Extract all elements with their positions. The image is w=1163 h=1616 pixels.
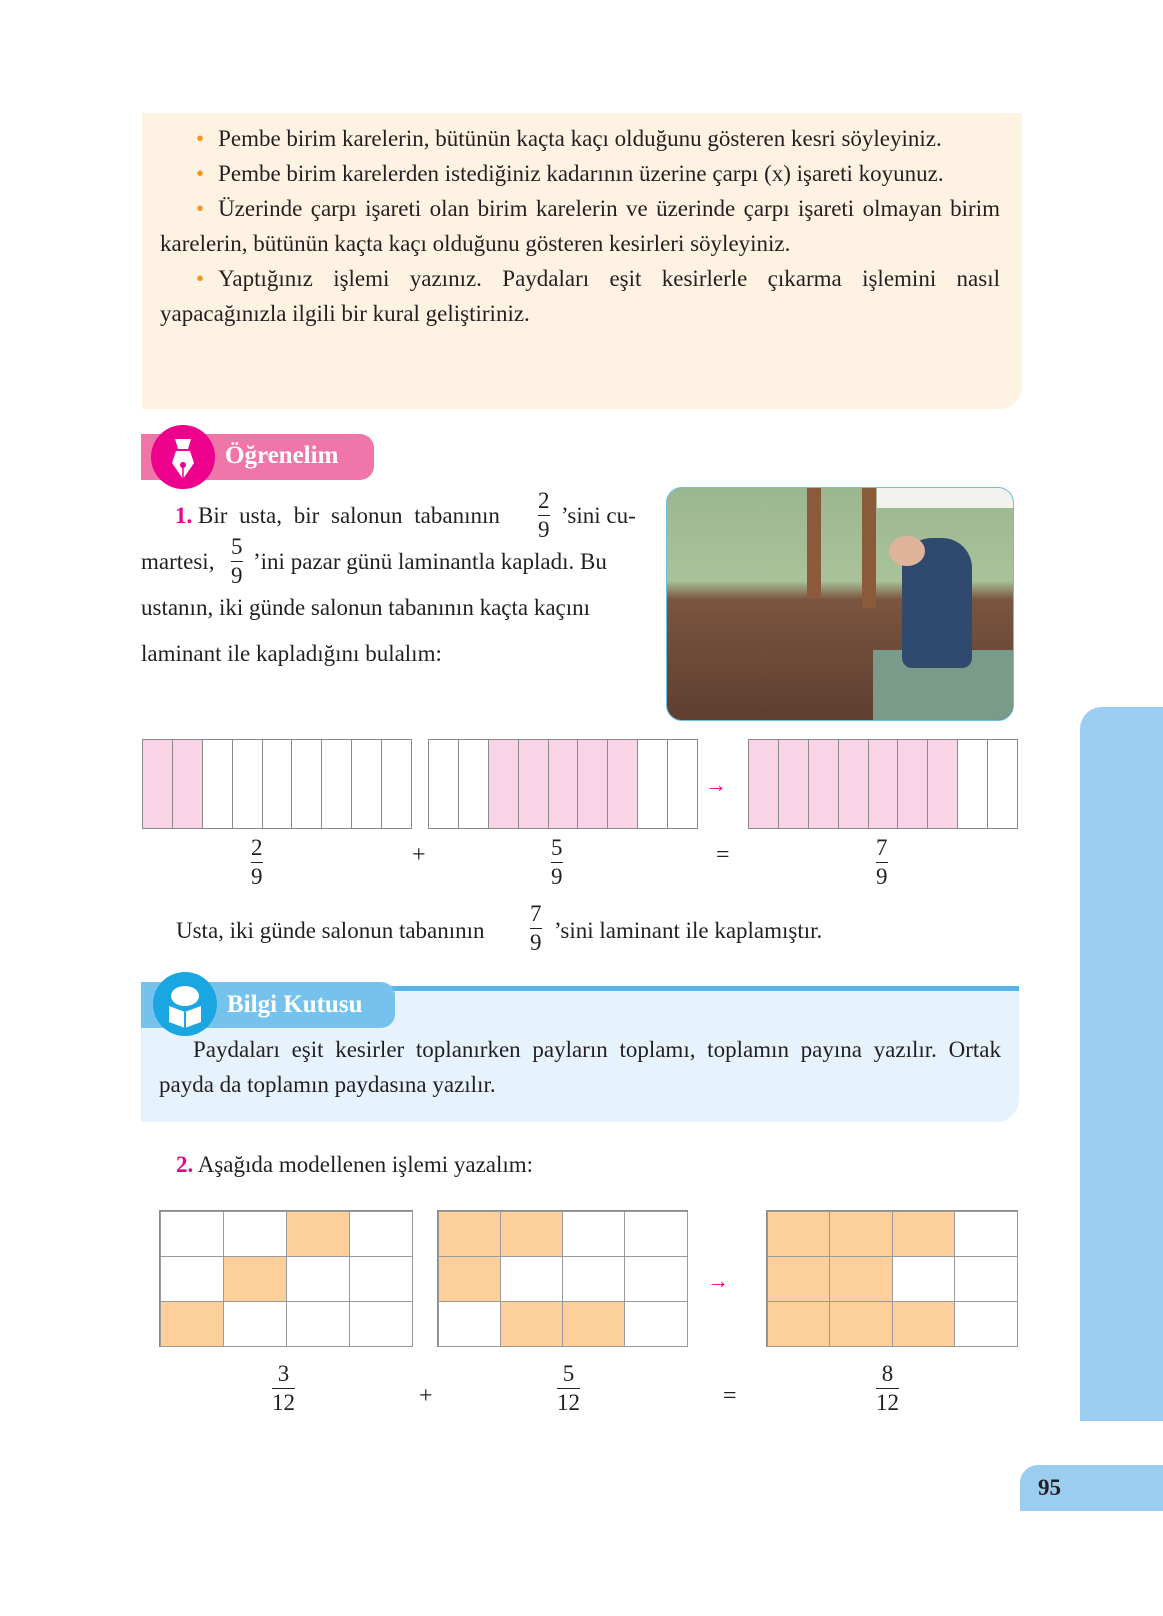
unit-cell bbox=[562, 1301, 625, 1347]
activity-bullet: • Pembe birim karelerin, bütünün kaçta kaçı olduğunu gösteren kesri söyleyiniz. bbox=[160, 121, 1000, 156]
unit-cell bbox=[608, 740, 638, 828]
info-title: Bilgi Kutusu bbox=[227, 991, 363, 1018]
unit-cell bbox=[839, 740, 869, 828]
page-number-tab bbox=[1020, 1465, 1163, 1511]
unit-cell bbox=[767, 1256, 831, 1302]
unit-cell bbox=[233, 740, 263, 828]
unit-cell bbox=[438, 1256, 501, 1302]
equals-sign: = bbox=[716, 842, 730, 868]
unit-cell bbox=[549, 740, 579, 828]
unit-cell bbox=[286, 1256, 350, 1302]
numerator: 5 bbox=[562, 1361, 575, 1386]
unit-cell bbox=[928, 740, 958, 828]
fraction-grid bbox=[766, 1210, 1018, 1347]
problem-number: 2. bbox=[176, 1152, 194, 1177]
unit-cell bbox=[429, 740, 459, 828]
unit-cell bbox=[892, 1211, 956, 1257]
unit-cell bbox=[223, 1256, 287, 1302]
conclusion-text: Usta, iki günde salonun tabanının bbox=[176, 918, 485, 943]
unit-cell bbox=[578, 740, 608, 828]
unit-cell bbox=[668, 740, 697, 828]
unit-cell bbox=[519, 740, 549, 828]
unit-cell bbox=[489, 740, 519, 828]
fraction bbox=[530, 900, 542, 957]
brain-box-icon bbox=[153, 972, 217, 1036]
unit-cell bbox=[173, 740, 203, 828]
problem-2 bbox=[176, 1152, 533, 1178]
fraction-strip bbox=[428, 739, 698, 829]
unit-cell bbox=[160, 1211, 224, 1257]
info-text: Paydaları eşit kesirler toplanırken payların toplamı, toplamın payına yazılır. Ortak payda da toplamın paydasına yazılır. bbox=[159, 1037, 1001, 1097]
numerator: 7 bbox=[876, 835, 888, 860]
problem-number: 1. bbox=[175, 503, 193, 528]
unit-cell bbox=[954, 1211, 1018, 1257]
unit-cell bbox=[349, 1301, 413, 1347]
unit-cell bbox=[349, 1211, 413, 1257]
learn-title: Öğrenelim bbox=[225, 442, 339, 469]
denominator: 9 bbox=[551, 864, 563, 889]
problem-text: ’ini pazar günü laminantla kapladı. Bu bbox=[253, 549, 607, 574]
plus-sign: + bbox=[412, 842, 426, 868]
unit-cell bbox=[500, 1256, 563, 1302]
unit-cell bbox=[349, 1256, 413, 1302]
fraction bbox=[538, 487, 550, 544]
unit-cell bbox=[286, 1301, 350, 1347]
denominator: 9 bbox=[251, 864, 263, 889]
unit-cell bbox=[988, 740, 1017, 828]
fraction bbox=[876, 1360, 899, 1417]
numerator: 2 bbox=[251, 835, 263, 860]
numerator: 5 bbox=[231, 534, 243, 559]
numerator: 7 bbox=[530, 901, 542, 926]
denominator: 9 bbox=[231, 563, 243, 588]
unit-cell bbox=[869, 740, 899, 828]
denominator: 9 bbox=[530, 930, 542, 955]
unit-cell bbox=[160, 1256, 224, 1302]
pen-nib-icon bbox=[151, 425, 215, 489]
fraction-grid bbox=[159, 1210, 413, 1347]
denominator: 12 bbox=[272, 1390, 295, 1415]
unit-cell bbox=[624, 1301, 687, 1347]
problem-text: laminant ile kapladığını bulalım: bbox=[141, 641, 442, 666]
unit-cell bbox=[624, 1211, 687, 1257]
unit-cell bbox=[500, 1301, 563, 1347]
unit-cell bbox=[382, 740, 411, 828]
problem-text: ustanın, iki günde salonun tabanının kaçta kaçını bbox=[141, 595, 591, 620]
numerator: 8 bbox=[881, 1361, 894, 1386]
unit-cell bbox=[829, 1256, 893, 1302]
fraction-strip bbox=[142, 739, 412, 829]
unit-cell bbox=[143, 740, 173, 828]
fraction bbox=[231, 533, 243, 590]
unit-cell bbox=[749, 740, 779, 828]
unit-cell bbox=[263, 740, 293, 828]
unit-cell bbox=[223, 1211, 287, 1257]
numerator: 3 bbox=[277, 1361, 290, 1386]
activity-bullet: • Pembe birim karelerden istediğiniz kadarının üzerine çarpı (x) işareti koyunuz. bbox=[160, 156, 1000, 191]
fraction bbox=[251, 834, 263, 891]
fraction bbox=[272, 1360, 295, 1417]
unit-cell bbox=[892, 1301, 956, 1347]
unit-cell bbox=[898, 740, 928, 828]
unit-cell bbox=[292, 740, 322, 828]
unit-cell bbox=[160, 1301, 224, 1347]
unit-cell bbox=[459, 740, 489, 828]
unit-cell bbox=[954, 1301, 1018, 1347]
problem-1 bbox=[141, 488, 651, 677]
unit-cell bbox=[638, 740, 668, 828]
unit-cell bbox=[767, 1211, 831, 1257]
unit-cell bbox=[954, 1256, 1018, 1302]
unit-cell bbox=[322, 740, 352, 828]
arrow-icon: → bbox=[707, 1268, 729, 1293]
fraction bbox=[876, 834, 888, 891]
plus-sign: + bbox=[419, 1383, 433, 1409]
unit-cell bbox=[779, 740, 809, 828]
unit-cell bbox=[223, 1301, 287, 1347]
unit-cell bbox=[352, 740, 382, 828]
unit-cell bbox=[958, 740, 988, 828]
unit-cell bbox=[562, 1256, 625, 1302]
unit-cell bbox=[892, 1256, 956, 1302]
unit-cell bbox=[438, 1301, 501, 1347]
problem-text: ’sini cu- bbox=[561, 503, 636, 528]
problem-text: martesi, bbox=[141, 549, 215, 574]
unit-cell bbox=[829, 1211, 893, 1257]
page-number: 95 bbox=[1038, 1475, 1061, 1500]
conclusion bbox=[176, 901, 823, 955]
equals-sign: = bbox=[723, 1383, 737, 1409]
numerator: 5 bbox=[551, 835, 563, 860]
conclusion-text: ’sini laminant ile kaplamıştır. bbox=[554, 918, 823, 943]
denominator: 9 bbox=[538, 517, 550, 542]
denominator: 12 bbox=[557, 1390, 580, 1415]
side-tab bbox=[1080, 707, 1163, 1421]
unit-cell bbox=[829, 1301, 893, 1347]
unit-cell bbox=[562, 1211, 625, 1257]
fraction-grid bbox=[437, 1210, 688, 1347]
unit-cell bbox=[809, 740, 839, 828]
arrow-icon: → bbox=[705, 772, 727, 797]
activity-bullet: • Üzerinde çarpı işareti olan birim karelerin ve üzerinde çarpı işareti olmayan birim karelerin, bütünün kaçta kaçı olduğunu gösteren kesirleri söyleyiniz. bbox=[160, 191, 1000, 261]
worker-laying-floor-photo bbox=[666, 487, 1014, 721]
unit-cell bbox=[624, 1256, 687, 1302]
denominator: 12 bbox=[876, 1390, 899, 1415]
problem-text: Aşağıda modellenen işlemi yazalım: bbox=[197, 1152, 534, 1177]
unit-cell bbox=[500, 1211, 563, 1257]
fraction-strip bbox=[748, 739, 1018, 829]
problem-text: Bir usta, bir salonun tabanının bbox=[198, 503, 500, 528]
unit-cell bbox=[767, 1301, 831, 1347]
fraction bbox=[557, 1360, 580, 1417]
numerator: 2 bbox=[538, 488, 550, 513]
unit-cell bbox=[203, 740, 233, 828]
denominator: 9 bbox=[876, 864, 888, 889]
fraction bbox=[551, 834, 563, 891]
unit-cell bbox=[286, 1211, 350, 1257]
activity-bullet: • Yaptığınız işlemi yazınız. Paydaları eşit kesirlerle çıkarma işlemini nasıl yapacağınızla ilgili bir kural geliştiriniz. bbox=[160, 261, 1000, 331]
unit-cell bbox=[438, 1211, 501, 1257]
activity-box bbox=[142, 113, 1022, 409]
